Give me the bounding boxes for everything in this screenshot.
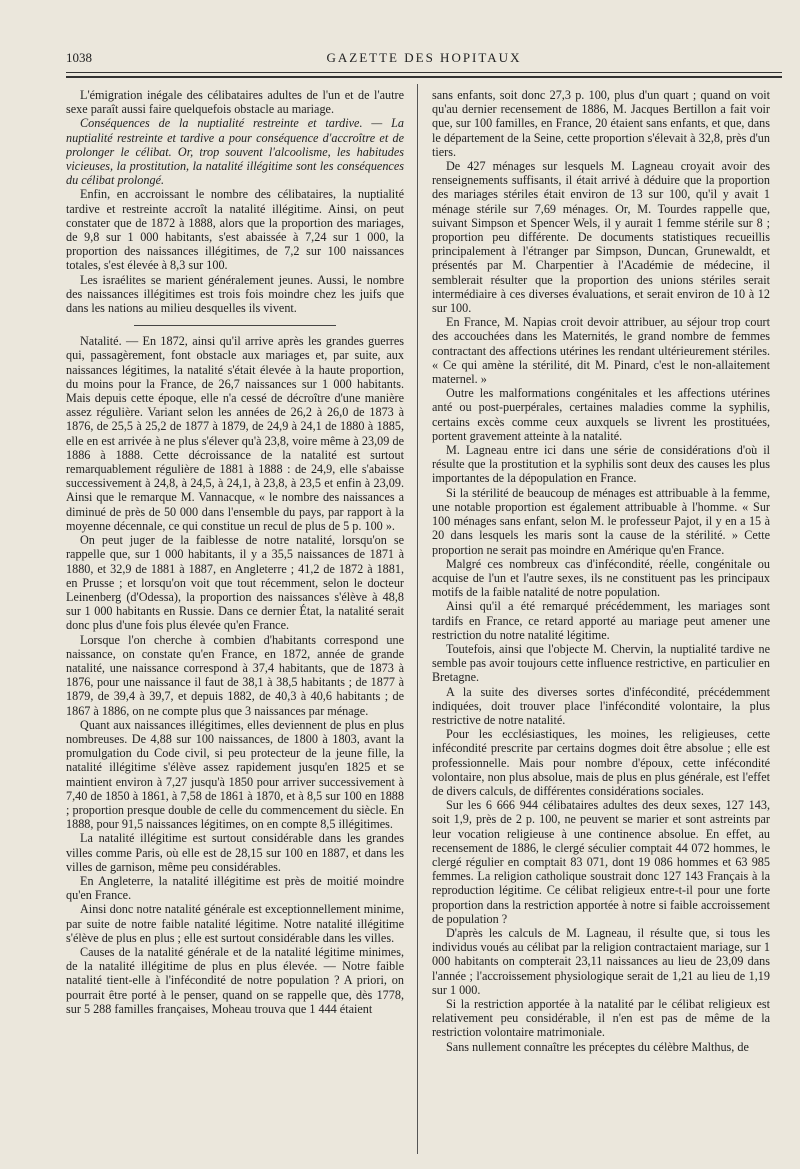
- paragraph: Si la restriction apportée à la natalité par le célibat religieux est relativement peu considérable, il n'en est pas de même de la restriction volontaire matrimoniale.: [432, 997, 770, 1040]
- column-divider: [417, 84, 418, 1154]
- paragraph: D'après les calculs de M. Lagneau, il résulte que, si tous les individus voués au célibat par la religion contractaient mariage, sur 1 000 habitants on compterait 23,11 naissances au lieu de 23,09 dans l'année ; l'accroissement physiologique serait de 1,21 au lieu de 1,19 sur 1 000.: [432, 925, 770, 997]
- paragraph: Quant aux naissances illégitimes, elles deviennent de plus en plus nombreuses. De 4,88 sur 100 naissances, de 1800 à 1803, avant la promulgation du Code civil, si peu protecteur de la jeune fille, la natalité illégitime s'élève assez rapidement jusqu'en 1825 et se maintient environ à 7,27 jusqu'à 1850 pour arriver successivement à 7,40 de 1850 à 1861, à 7,58 de 1861 à 1870, et à 8,5 sur 100 en 1888 ; proportion presque double de celle du commencement du siècle. En 1888, pour 91,5 naissances légitimes, on en compte 8,5 illégitimes.: [66, 717, 404, 832]
- paragraph: M. Lagneau entre ici dans une série de considérations d'où il résulte que la prostitution et la syphilis sont deux des causes les plus importantes de la dépopulation en France.: [432, 443, 770, 486]
- paragraph: Lorsque l'on cherche à combien d'habitants correspond une naissance, on constate qu'en France, en 1872, année de grande natalité, une naissance correspond à 37,4 habitants, que de 1873 à 1876, pour une naissance il faut de 38,1 à 38,5 habitants ; de 1877 à 1879, de 39,4 à 39,7, et depuis 1882, de 40,3 à 40,6 habitants ; de 1867 à 1886, on ne compte plus que 3 naissances par ménage.: [66, 632, 404, 718]
- paragraph: Ainsi donc notre natalité générale est exceptionnellement minime, par suite de notre faible natalité légitime. Notre natalité illégitime s'élève de plus en plus ; elle est surtout considérable dans les villes.: [66, 902, 404, 945]
- paragraph: sans enfants, soit donc 27,3 p. 100, plus d'un quart ; quand on voit qu'au dernier recensement de 1886, M. Jacques Bertillon a fait voir que, sur 100 familles, en France, 20 étaient sans enfants, et que, dans le département de la Seine, cette proportion s'élevait à 32,8, près d'un tiers.: [432, 88, 770, 159]
- paragraph: La natalité illégitime est surtout considérable dans les grandes villes comme Paris, où elle est de 28,15 sur 100 en 1887, et dans les villes de garnison, même peu considérables.: [66, 831, 404, 874]
- paragraph: Si la stérilité de beaucoup de ménages est attribuable à la femme, une notable proportion est également attribuable à l'homme. « Sur 100 ménages sans enfant, selon M. le professeur Pajot, il y en a 15 à 20 dans lesquels les maris sont la cause de la stérilité. » Cette proportion ne serait pas moindre en Amérique qu'en France.: [432, 485, 770, 557]
- paragraph: Sur les 6 666 944 célibataires adultes des deux sexes, 127 143, soit 1,9, près de 2 p. 100, ne peuvent se marier et sont astreints par leur vocation religieuse à une continence absolue. En effet, au recensement de 1886, le clergé séculier comptait 44 072 hommes, le clergé régulier en comptait 83 071, dont 19 086 hommes et 63 985 femmes. La religion catholique soustrait donc 127 143 Français à la reproduction légitime. Ce célibat religieux entre-t-il pour une forte proportion dans la restriction apportée à notre si faible accroissement de population ?: [432, 798, 770, 926]
- section-separator: [134, 325, 337, 326]
- header-rule-thick: [66, 76, 782, 78]
- left-column: [66, 88, 404, 1158]
- paragraph: On peut juger de la faiblesse de notre natalité, lorsqu'on se rappelle que, sur 1 000 habitants, il y a 35,5 naissances de 1871 à 1880, et 32,9 de 1881 à 1887, en Angleterre ; 41,2 de 1872 à 1881, en Prusse ; et lorsqu'on voit que tout récemment, selon le docteur Leinenberg (d'Odessa), la proportion des naissances s'élève à 48,8 sur 1 000 habitants en Russie. Dans ce dernier État, la natalité serait donc plus d'une fois plus élevée qu'en France.: [66, 533, 404, 633]
- right-column: [432, 88, 770, 1158]
- paragraph: En France, M. Napias croit devoir attribuer, au séjour trop court des accouchées dans les Maternités, le grand nombre de femmes contractant des affections utérines les rendant ultérieurement stériles. « Ce qui amène la stérilité, dit M. Pinard, c'est le non-allaitement maternel. »: [432, 315, 770, 387]
- paragraph: A la suite des diverses sortes d'infécondité, précédemment indiquées, doit trouver place l'infécondité volontaire, la plus restrictive de notre natalité.: [432, 684, 770, 727]
- paragraph: En Angleterre, la natalité illégitime est près de moitié moindre qu'en France.: [66, 873, 404, 903]
- paragraph: Sans nullement connaître les préceptes du célèbre Malthus, de: [446, 1039, 749, 1054]
- paragraph: Outre les malformations congénitales et les affections utérines anté ou post-puerpérales, certaines maladies comme la syphilis, certains excès comme ceux auxquels se livrent les prostituées, portent gravement atteinte à la natalité.: [432, 386, 770, 443]
- journal-title: GAZETTE DES HOPITAUX: [326, 50, 522, 65]
- paragraph: De 427 ménages sur lesquels M. Lagneau croyait avoir des renseignements suffisants, il était arrivé à déduire que la proportion des mariages stériles était environ de 13 sur 100, qu'il y avait 1 ménage stérile sur 7,69 ménages. Or, M. Tourdes rappelle que, suivant Simpson et Spencer Wels, il y aurait 1 femme stérile sur 8 ; proportion peu différente. De documents statistiques recueillis principalement à l'étranger par Simpson, Duncan, Grunewaldt, et présentés par M. Charpentier à l'Académie de médecine, il semblerait résulter que la proportion des unions stériles serait intermédiaire à ces diverses évaluations, et serait environ de 10 à 12 sur 100.: [432, 159, 770, 316]
- paragraph: Causes de la natalité générale et de la natalité légitime minimes, de la natalité illégitime de plus en plus élevée. — Notre faible natalité tient-elle à l'infécondité de notre population ? A priori, on pourrait être porté à le penser, quand on se rappelle que, dès 1778, sur 5 288 familles françaises, Moheau trouva que 1 444 étaient: [66, 944, 404, 1016]
- paragraph: Natalité. — En 1872, ainsi qu'il arrive après les grandes guerres qui, passagèrement, font obstacle aux mariages et, par suite, aux naissances légitimes, la natalité s'était élevée à la haute proportion, du moins pour la France, de 26,7 naissances sur 1 000 habitants. Mais depuis cette époque, elle n'a cessé de décroître d'une manière assez régulière. Variant selon les années de 26,2 à 26,0 de 1873 à 1876, de 25,5 à 25,2 de 1877 à 1879, de 24,9 à 24,1 de 1880 à 1885, elle en est arrivée à ne plus s'élever qu'à 23,8, voire même à 23,09 de 1886 à 1888. Cette décroissance de la natalité est surtout remarquablement régulière de 1881 à 1888 : de 24,9, elle s'abaisse successivement à 24,8, à 24,5, à 24,1, à 23,8, à 23,5 et enfin à 23,09. Ainsi que le remarque M. Vannacque, « le nombre des naissances a diminué de près de 50 000 dans l'ensemble du pays, par rapport à la moyenne décennale, ce qui constitue un recul de plus de 5 p. 100 ».: [66, 334, 404, 533]
- header-rule-thin: [66, 72, 782, 73]
- paragraph: Ainsi qu'il a été remarqué précédemment, les mariages sont tardifs en France, ce retard apporté au mariage peut amener une restriction du notre natalité légitime.: [432, 599, 770, 642]
- paragraph: Toutefois, ainsi que l'objecte M. Chervin, la nuptialité tardive ne semble pas avoir toujours cette influence restrictive, en particulier en Bretagne.: [432, 641, 770, 685]
- paragraph: Enfin, en accroissant le nombre des célibataires, la nuptialité tardive et restreinte accroît la natalité illégitime. Ainsi, on peut constater que de 1872 à 1888, alors que la proportion des mariages, de 9,8 sur 1 000 habitants, s'est abaissée à 7,24 sur 1 000, la proportion des naissances illégitimes, de 7,2 sur 100 naissances totales, s'est élevée à 8,3 sur 100.: [66, 187, 404, 273]
- paragraph: Conséquences de la nuptialité restreinte et tardive. — La nuptialité restreinte et tardive a pour conséquence d'accroître et de prolonger le célibat. Or, trop souvent l'alcoolisme, les habitudes vicieuses, la prostitution, la natalité illégitime sont les conséquences du célibat prolongé.: [66, 116, 404, 188]
- paragraph: Les israélites se marient généralement jeunes. Aussi, le nombre des naissances illégitimes est trois fois moindre chez les juifs que dans les nations au milieu desquelles ils vivent.: [66, 272, 404, 316]
- page-number: 1038: [66, 50, 92, 65]
- paragraph: L'émigration inégale des célibataires adultes de l'un et de l'autre sexe paraît aussi faire quelquefois obstacle au mariage.: [66, 88, 404, 117]
- page-header: [66, 50, 782, 70]
- paragraph: Malgré ces nombreux cas d'infécondité, réelle, congénitale ou acquise de l'un et l'autre sexes, ils ne constituent pas les principaux motifs de la faible natalité de notre population.: [432, 556, 770, 600]
- paragraph: Pour les ecclésiastiques, les moines, les religieuses, cette infécondité prescrite par certains dogmes doit être absolue ; elle est professionnelle. Mais pour nombre d'époux, cette infécondité volontaire, non plus absolue, mais de plus en plus générale, est l'effet de divers calculs, de différentes considérations sociales.: [432, 727, 770, 798]
